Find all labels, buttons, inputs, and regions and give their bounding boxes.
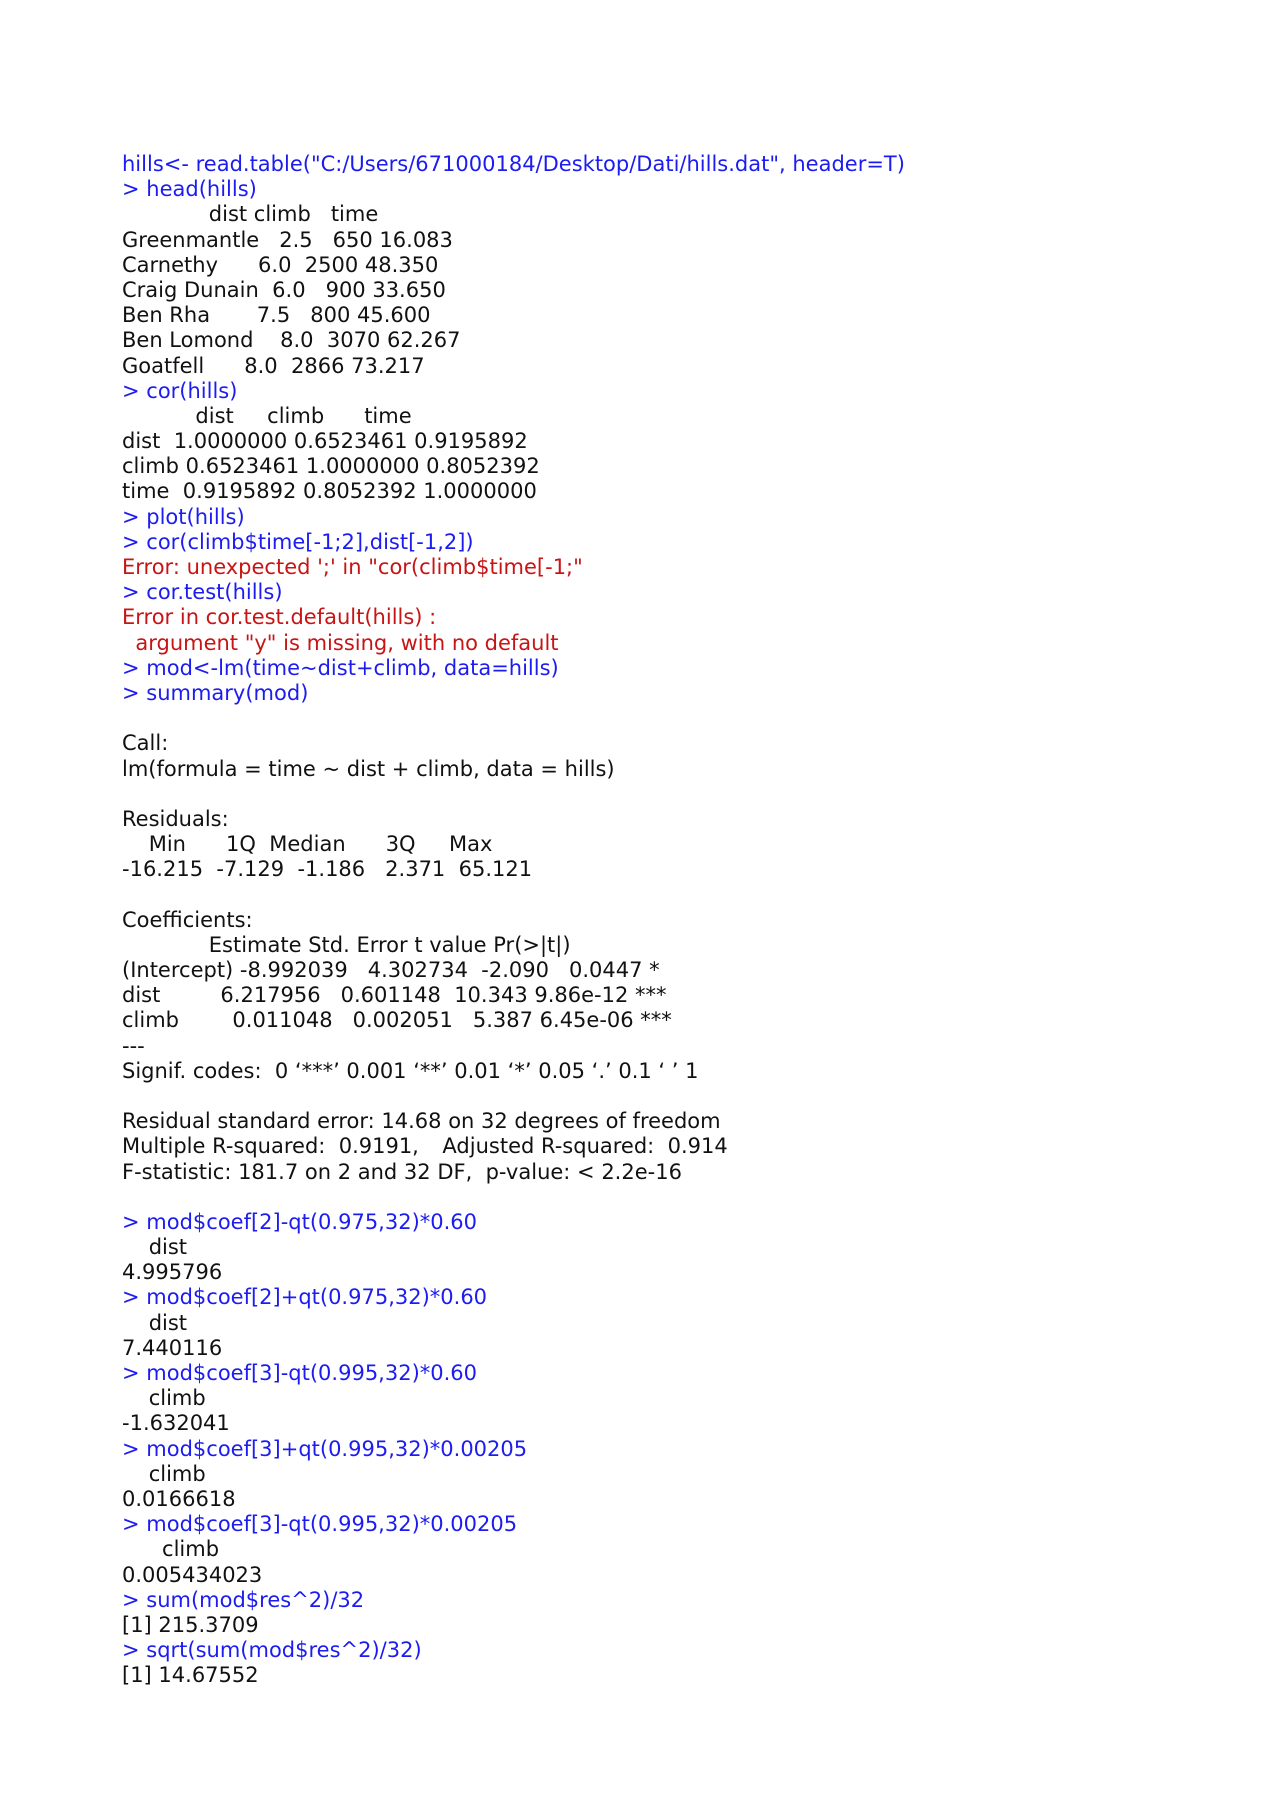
output-line: --- — [122, 1033, 145, 1058]
output-line: (Intercept) -8.992039 4.302734 -2.090 0.0447 * — [122, 958, 660, 982]
blank-line — [122, 1185, 1242, 1210]
output-line: climb 0.6523461 1.0000000 0.8052392 — [122, 454, 540, 479]
output-line: 7.440116 — [122, 1335, 223, 1360]
output-line: 0.005434023 — [122, 1562, 263, 1587]
command-line: > head(hills) — [122, 177, 257, 202]
output-line: dist — [122, 1310, 188, 1335]
output-line: Ben Lomond 8.0 3070 62.267 — [122, 328, 461, 353]
blank-line — [122, 706, 1242, 731]
command-line: > mod$coef[3]-qt(0.995,32)*0.00205 — [122, 1512, 518, 1537]
command-line: hills<- read.table("C:/Users/671000184/Desktop/Dati/hills.dat", header=T) — [122, 152, 905, 176]
output-line: dist climb time — [122, 202, 379, 227]
command-line: > sum(mod$res^2)/32 — [122, 1587, 365, 1612]
command-line: > mod<-lm(time~dist+climb, data=hills) — [122, 655, 559, 680]
output-line: climb — [122, 1537, 220, 1562]
output-line: 0.0166618 — [122, 1486, 236, 1511]
output-line: dist — [122, 1235, 188, 1260]
command-line: > cor(hills) — [122, 378, 238, 403]
output-line: dist 1.0000000 0.6523461 0.9195892 — [122, 429, 528, 454]
output-line: Ben Rha 7.5 800 45.600 — [122, 303, 431, 328]
output-line: dist climb time — [122, 403, 412, 428]
output-line: Greenmantle 2.5 650 16.083 — [122, 227, 453, 252]
error-line: Error in cor.test.default(hills) : — [122, 605, 437, 630]
output-line: -16.215 -7.129 -1.186 2.371 65.121 — [122, 857, 533, 882]
command-line: > mod$coef[3]+qt(0.995,32)*0.00205 — [122, 1436, 528, 1461]
output-line: Multiple R-squared: 0.9191, Adjusted R-squared: 0.914 — [122, 1134, 728, 1159]
blank-line — [122, 1084, 1242, 1109]
command-line: > mod$coef[2]+qt(0.975,32)*0.60 — [122, 1285, 488, 1310]
blank-line — [122, 782, 1242, 807]
output-line: Min 1Q Median 3Q Max — [122, 832, 493, 857]
output-line: Coefficients: — [122, 907, 253, 932]
output-line: Residual standard error: 14.68 on 32 degrees of freedom — [122, 1109, 721, 1134]
output-line: 4.995796 — [122, 1260, 223, 1285]
error-line: Error: unexpected ';' in "cor(climb$time[-1;" — [122, 555, 583, 579]
output-line: [1] 14.67552 — [122, 1663, 259, 1688]
output-line: Residuals: — [122, 806, 229, 831]
command-line: > mod$coef[3]-qt(0.995,32)*0.60 — [122, 1361, 478, 1385]
command-line: > cor.test(hills) — [122, 580, 283, 605]
output-line: Signif. codes: 0 ‘***’ 0.001 ‘**’ 0.01 ‘*’ 0.05 ‘.’ 0.1 ‘ ’ 1 — [122, 1058, 699, 1083]
output-line: F-statistic: 181.7 on 2 and 32 DF, p-value: < 2.2e-16 — [122, 1159, 682, 1184]
output-line: climb — [122, 1461, 206, 1486]
command-line: > sqrt(sum(mod$res^2)/32) — [122, 1638, 422, 1663]
r-console-transcript — [122, 152, 1242, 1688]
command-line: > plot(hills) — [122, 504, 245, 529]
output-line: -1.632041 — [122, 1411, 230, 1436]
command-line: > mod$coef[2]-qt(0.975,32)*0.60 — [122, 1209, 478, 1234]
output-line: dist 6.217956 0.601148 10.343 9.86e-12 *** — [122, 983, 667, 1008]
output-line: Craig Dunain 6.0 900 33.650 — [122, 277, 446, 302]
output-line: climb 0.011048 0.002051 5.387 6.45e-06 *** — [122, 1008, 672, 1033]
output-line: lm(formula = time ~ dist + climb, data = hills) — [122, 756, 615, 781]
blank-line — [122, 882, 1242, 907]
output-line: [1] 215.3709 — [122, 1612, 259, 1637]
command-line: > cor(climb$time[-1;2],dist[-1,2]) — [122, 529, 474, 554]
command-line: > summary(mod) — [122, 680, 309, 705]
output-line: time 0.9195892 0.8052392 1.0000000 — [122, 479, 537, 504]
output-line: Carnethy 6.0 2500 48.350 — [122, 252, 439, 277]
error-line: argument "y" is missing, with no default — [122, 630, 559, 655]
output-line: climb — [122, 1386, 206, 1411]
output-line: Estimate Std. Error t value Pr(>|t|) — [122, 932, 571, 957]
output-line: Call: — [122, 731, 169, 756]
output-line: Goatfell 8.0 2866 73.217 — [122, 353, 425, 378]
